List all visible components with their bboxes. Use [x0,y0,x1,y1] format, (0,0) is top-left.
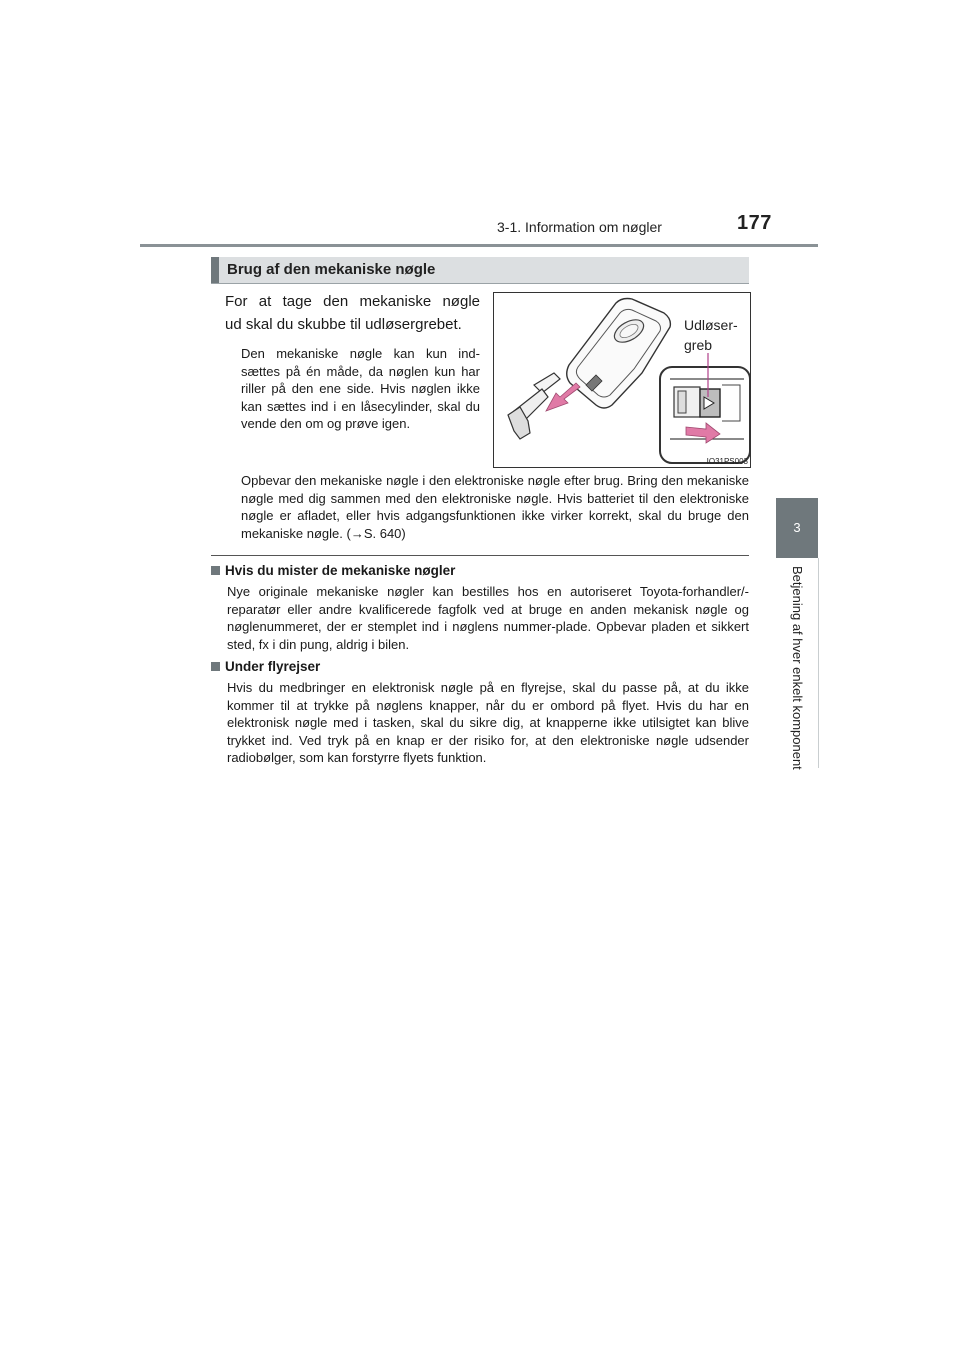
section-heading [211,257,749,283]
header-rule [140,244,818,247]
heading-rule [211,283,749,284]
square-bullet-icon [211,566,220,575]
section-body: Hvis du medbringer en elektronisk nøgle på en flyrejse, skal du passe på, at du ikke kommer til at trykke på nøglens knapper, når du er ombord på flyet. Hvis du har en elektronisk nøgle med i tasken, skal du sikre dig, at knapperne ikke utilsigtet kan blive trykket ind. Ved tryk på en knap er der risiko for, at den elektroniske nøgle udsender radiobølger, som kan forstyrre flyets funktion. [227,680,749,766]
image-code: IO31PS003 [706,457,748,466]
page-number: 177 [737,212,772,234]
square-bullet-icon [211,662,220,671]
intro-text [225,290,480,336]
callout-label: Udløser-greb [684,317,738,353]
chapter-tab: 3 [776,498,818,558]
storage-text: Opbevar den mekaniske nøgle i den elektroniske nøgle efter brug. Bring den mekaniske nøgle med dig sammen med den elektroniske nøgle. Hvis batteriet til den elektroniske nøgle er afladet, eller hvis adgangsfunktionen ikke virker korrekt, skal du bruge den mekaniske nøgle. (→S. 640) [241,473,749,542]
key-illustration [493,292,751,468]
chapter-title: Betjening af hver enkelt komponent [790,566,805,770]
pull-arrow-icon [546,383,580,411]
heading-accent [211,257,219,283]
section-label: 3-1. Information om nøgler [497,219,662,235]
chapter-rule [818,558,819,768]
key-fob-icon [567,299,671,409]
insertion-note: Den mekaniske nøgle kan kun ind-sættes på én måde, da nøglen kun har riller på den ene side. Hvis nøglen ikke kan sættes ind i en låsecylinder, skal du vende den om og prøve igen. [241,346,480,431]
intro-line-1: For at tage den mekaniske nøgle [225,293,480,310]
section-air-travel [211,658,749,767]
release-lever-inset [660,367,750,463]
heading-text: Brug af den mekaniske nøgle [227,261,436,278]
intro-line-2: ud skal du skubbe til udløsergrebet. [225,316,462,333]
section-title [211,562,749,580]
section-divider [211,555,749,556]
section-lost-keys [211,562,749,653]
section-body: Nye originale mekaniske nøgler kan bestilles hos en autoriseret Toyota-forhandler/-reparatør eller andre kvalificerede fagfolk ved at bruge en anden mekanisk nøgle og nøglenummeret, der er stemplet ind i nøglens nummer-plade. Opbevar pladen et sikkert sted, fx i din pung, aldrig i bilen. [227,584,749,652]
section-title-text: Under flyrejser [225,659,321,674]
section-title [211,658,749,676]
section-title-text: Hvis du mister de mekaniske nøgler [225,563,456,578]
